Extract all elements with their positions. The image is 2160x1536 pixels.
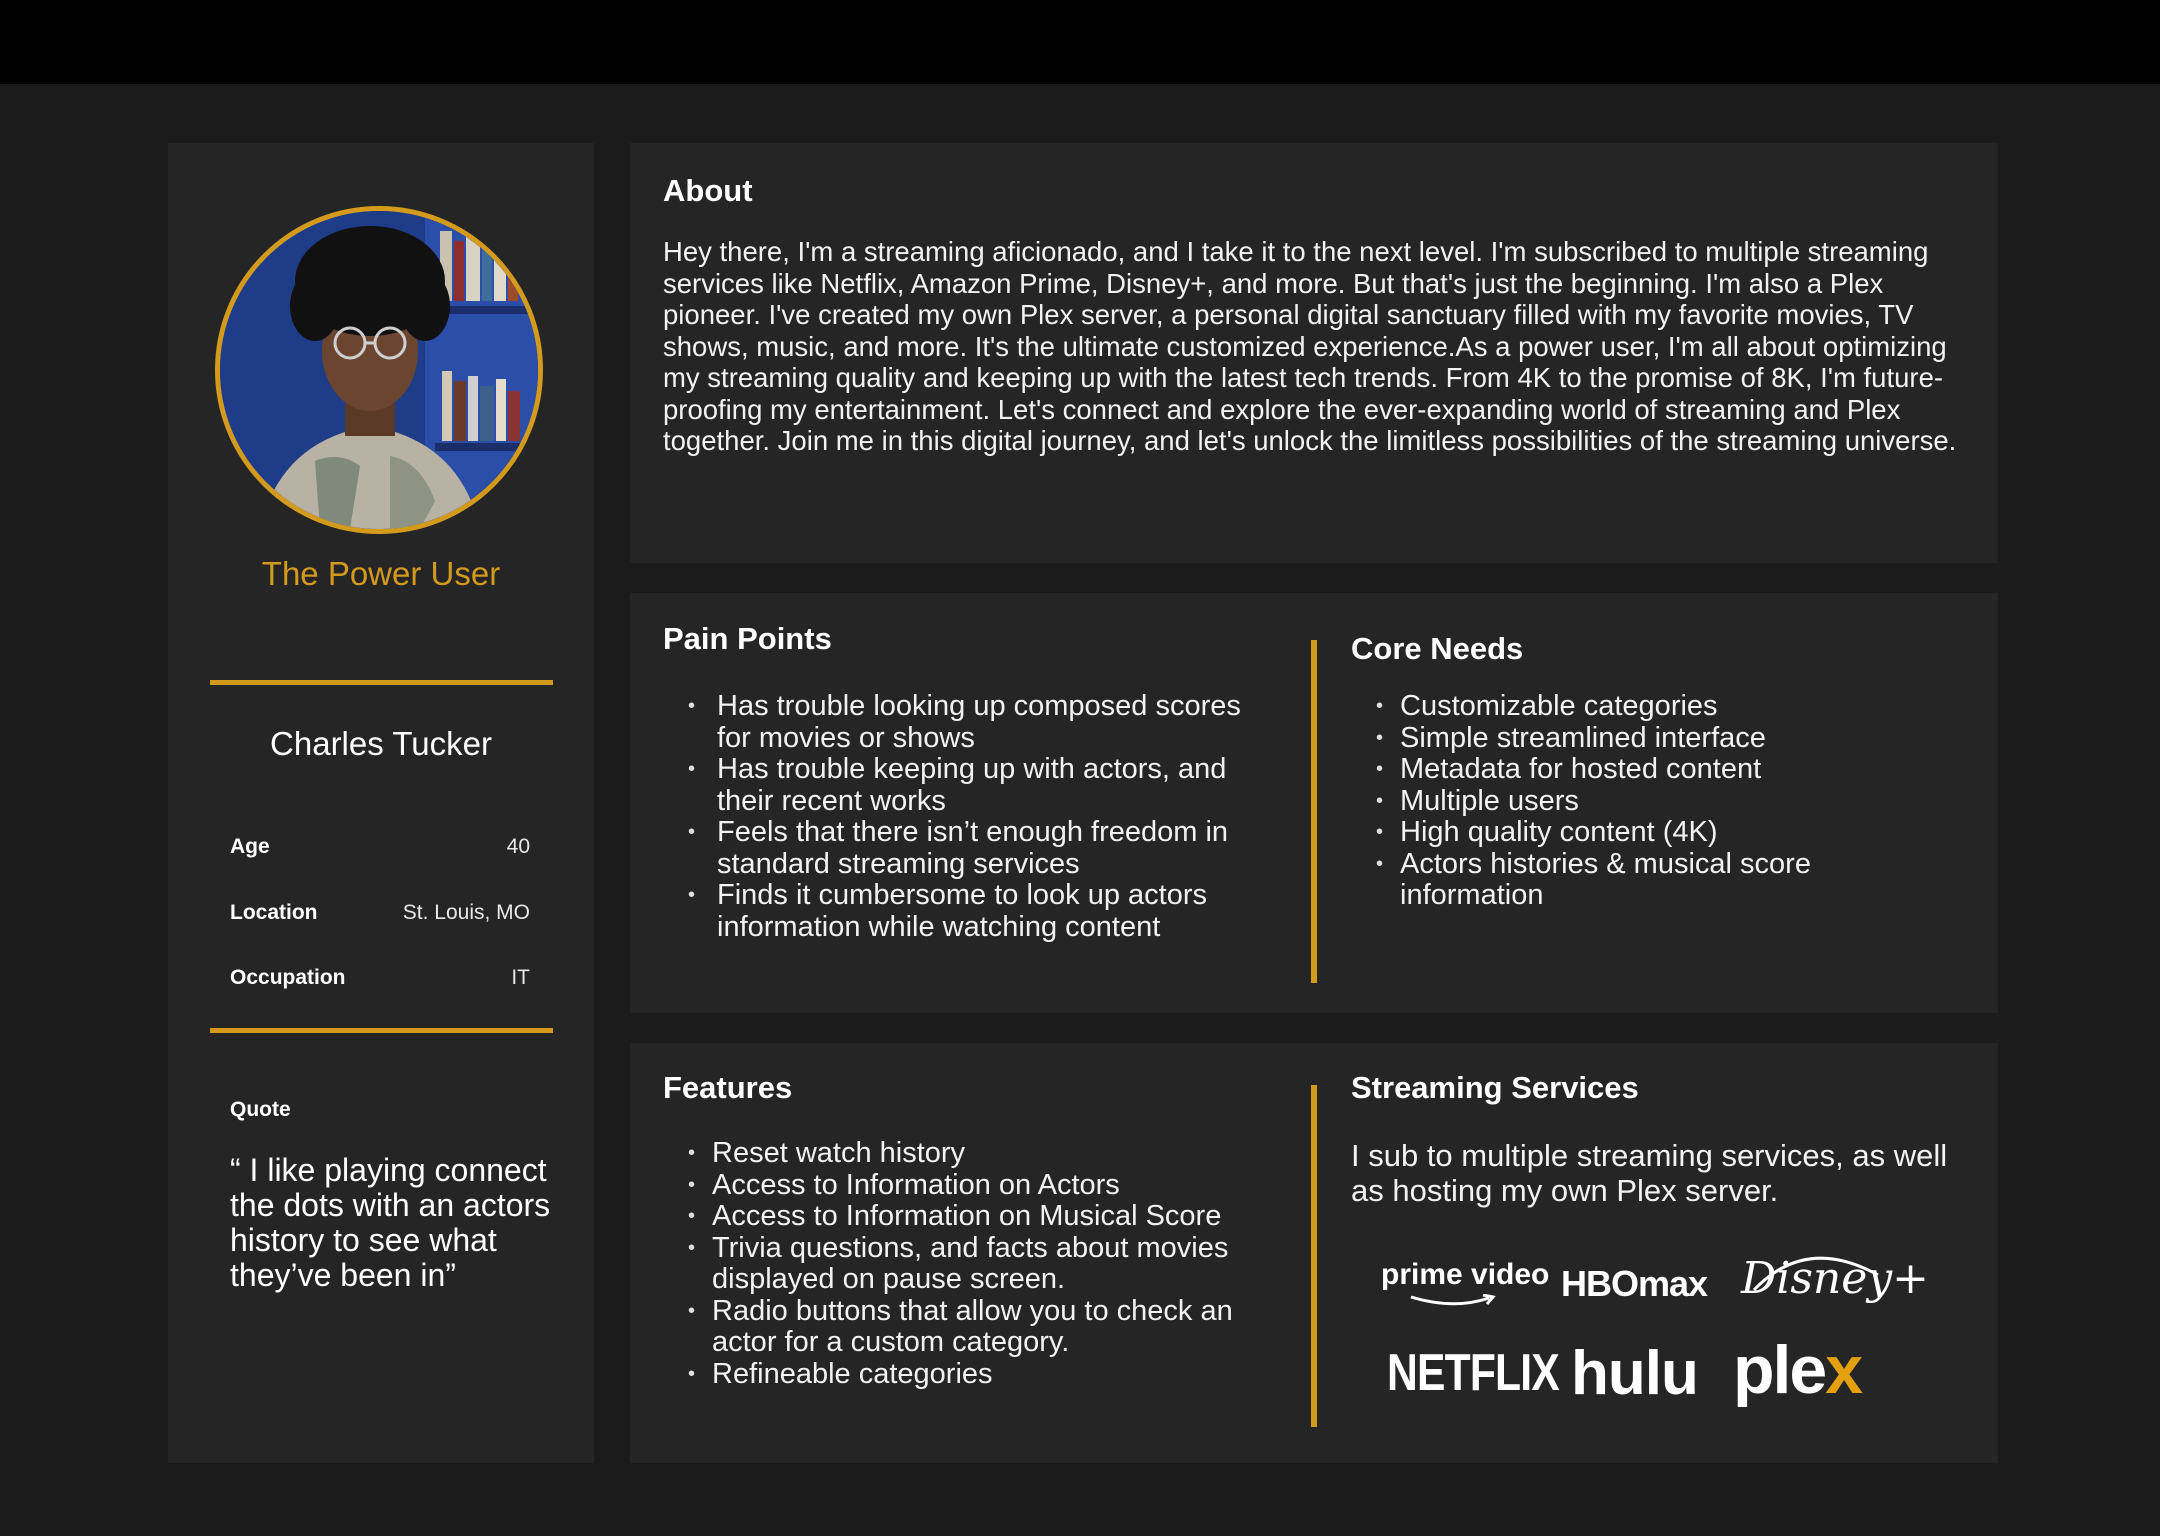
avatar-photo: [220, 211, 538, 529]
plex-x-mark: x: [1825, 1332, 1862, 1408]
persona-name: Charles Tucker: [270, 725, 492, 762]
streaming-description: I sub to multiple streaming services, as well as hosting my own Plex server.: [1351, 1138, 1948, 1208]
list-item: • Simple streamlined interface: [1351, 723, 1971, 755]
list-item: • Reset watch history: [663, 1138, 1263, 1170]
prime-video-wordmark: prime video: [1381, 1258, 1550, 1291]
vertical-divider: [1311, 640, 1317, 983]
info-row-age: [230, 835, 530, 875]
quote-text: “ I like playing connect the dots with an actors history to see what they’ve been in”: [230, 1152, 551, 1293]
features-list: [663, 1138, 1263, 1390]
prime-smile-icon: [1409, 1294, 1499, 1308]
disney-wordmark: Disney+: [1741, 1253, 1930, 1304]
info-label: Age: [230, 835, 270, 858]
info-value: IT: [511, 966, 530, 989]
list-item: • Feels that there isn’t enough freedom in standard streaming services: [663, 817, 1263, 880]
features-streaming-panel: [630, 1043, 1998, 1463]
list-item: • Multiple users: [1351, 786, 1971, 818]
list-item: • Access to Information on Musical Score: [663, 1201, 1263, 1233]
prime-video-logo: [1381, 1258, 1549, 1292]
hbo-max-logo: HBOmax: [1561, 1263, 1708, 1304]
avatar: [215, 206, 543, 534]
features-title: Features: [663, 1070, 793, 1105]
streaming-title: Streaming Services: [1351, 1070, 1639, 1105]
list-item: • Metadata for hosted content: [1351, 754, 1971, 786]
pain-points-list: [663, 691, 1263, 943]
streaming-logos: [1351, 1243, 1971, 1423]
list-item: • Trivia questions, and facts about movies displayed on pause screen.: [663, 1233, 1263, 1296]
top-bar: [0, 0, 2160, 84]
about-title: About: [663, 173, 753, 208]
list-item: • Finds it cumbersome to look up actors information while watching content: [663, 880, 1263, 943]
divider-bottom: [210, 1028, 553, 1033]
info-row-location: [230, 901, 530, 941]
core-needs-title: Core Needs: [1351, 631, 1524, 666]
quote-label: Quote: [230, 1098, 291, 1121]
info-value: 40: [506, 835, 530, 858]
list-item: • Customizable categories: [1351, 691, 1971, 723]
pain-points-title: Pain Points: [663, 621, 832, 656]
info-value: St. Louis, MO: [402, 901, 530, 924]
disney-arc-icon: [1746, 1245, 1886, 1295]
info-label: Occupation: [230, 966, 346, 989]
list-item: • High quality content (4K): [1351, 817, 1971, 849]
divider-top: [210, 680, 553, 685]
disney-plus-logo: [1741, 1253, 1929, 1304]
core-needs-list: [1351, 691, 1971, 912]
about-text: Hey there, I'm a streaming aficionado, and I take it to the next level. I'm subscribed to multiple streaming services like Netflix, Amazon Prime, Disney+, and more. But that's just the beginning. I'm also a Plex pioneer. I've created my own Plex server, a personal digital sanctuary filled with my favorite movies, TV shows, music, and more. It's the ultimate customized experience.As a power user, I'm all about optimizing my streaming quality and keeping up with the latest tech trends. From 4K to the promise of 8K, I'm future-proofing my entertainment. Let's connect and explore the ever-expanding world of streaming and Plex together. Join me in this digital journey, and let's unlock the limitless possibilities of the streaming universe.: [663, 236, 1957, 456]
list-item: • Has trouble keeping up with actors, and their recent works: [663, 754, 1263, 817]
profile-panel: [168, 143, 594, 1463]
pain-needs-panel: [630, 593, 1998, 1013]
plex-wordmark: ple: [1733, 1332, 1826, 1408]
about-panel: [630, 143, 1998, 563]
netflix-logo: NETFLIX: [1387, 1344, 1559, 1402]
plex-logo: [1733, 1331, 1861, 1409]
persona-type: The Power User: [261, 555, 501, 592]
list-item: • Refineable categories: [663, 1359, 1263, 1391]
list-item: • Radio buttons that allow you to check an actor for a custom category.: [663, 1296, 1263, 1359]
hulu-logo: hulu: [1571, 1339, 1698, 1408]
vertical-divider: [1311, 1085, 1317, 1427]
list-item: • Has trouble looking up composed scores for movies or shows: [663, 691, 1263, 754]
info-label: Location: [230, 901, 318, 924]
list-item: • Actors histories & musical score information: [1351, 849, 1840, 912]
list-item: • Access to Information on Actors: [663, 1170, 1263, 1202]
info-row-occupation: [230, 966, 530, 1006]
